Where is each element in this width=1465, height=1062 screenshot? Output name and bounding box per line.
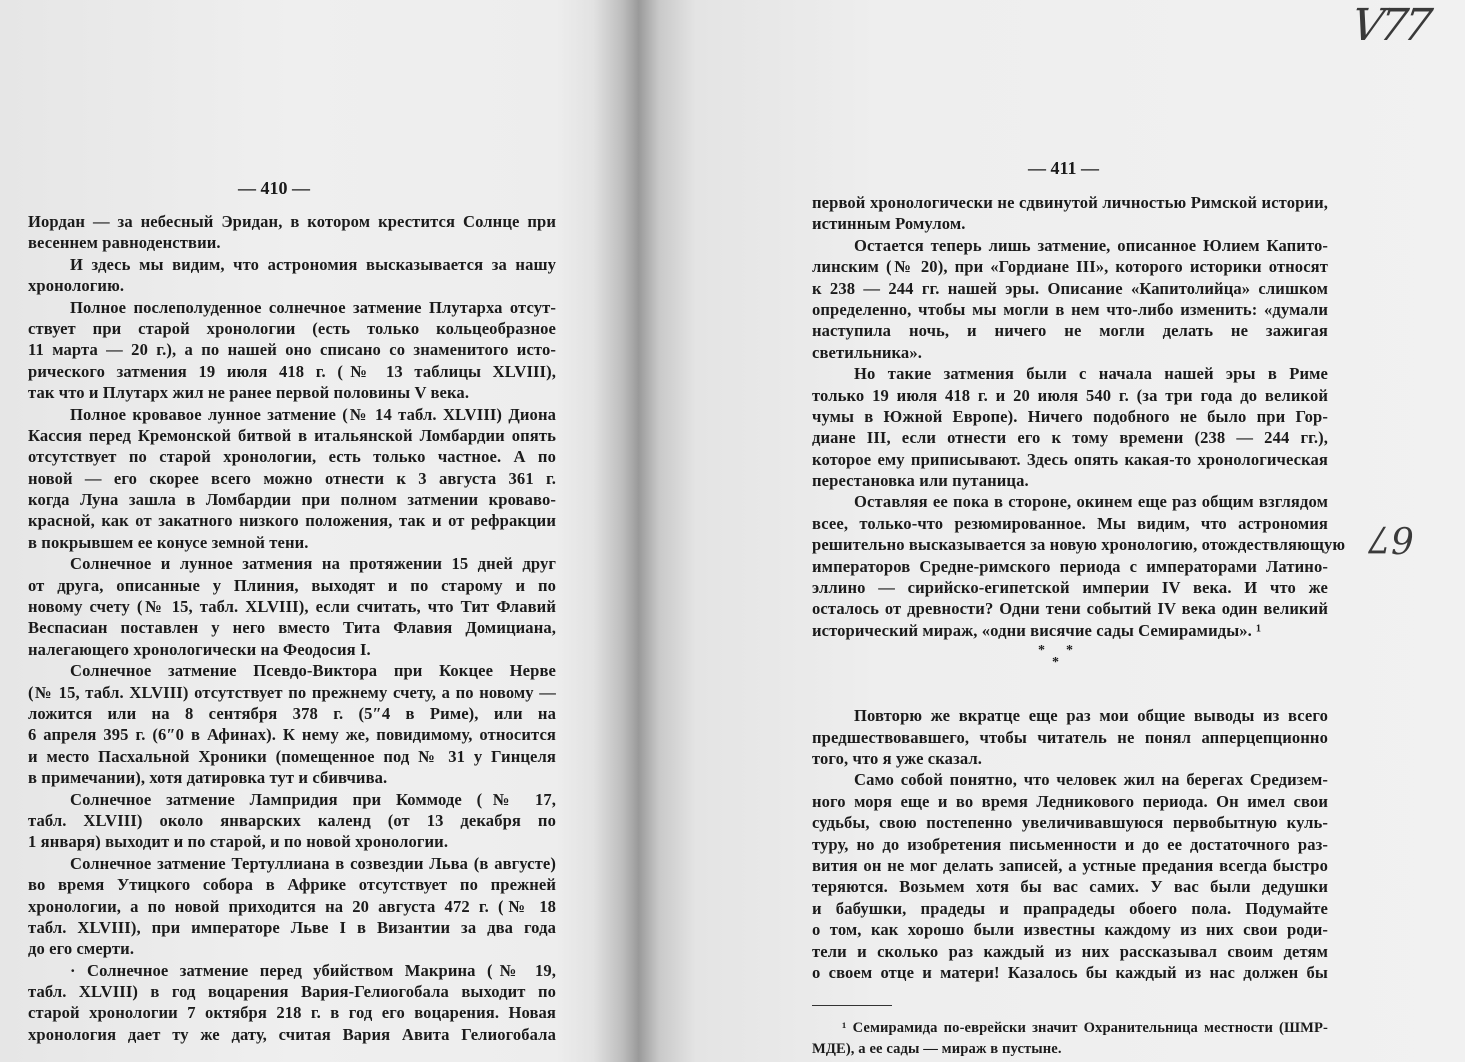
separator-asterisk: * [1066,643,1073,659]
text-line: новой — его скорее всего можно отнести к 3 августа 361 г. [28,468,556,488]
footnote-line: МДЕ), а ее сады — мираж в пустыне. [812,1041,1062,1058]
paragraph [28,660,556,788]
paragraph [28,211,556,254]
text-line: хронологии, а по новой приходится на 20 августа 472 г. (№ 18 [28,896,556,916]
text-line: весеннем равноденствии. [28,233,221,253]
text-line: судьбы, свою постепенно увеличивавшуюся первобытную куль- [812,813,1328,833]
paragraph [812,363,1328,491]
text-line: 1 января) выходит и по старой, и по новой хронологии. [28,832,449,852]
text-line: в покрывшем ее конусе земной тени. [28,532,309,552]
text-line: красной, как от закатного низкого положения, так и от рефракции [28,511,556,531]
paragraph [812,235,1328,363]
text-line: Солнечное затмение Псевдо-Виктора при Кокцее Нерве [70,661,556,681]
text-line: до его смерти. [28,939,135,959]
text-line: исторический мираж, «одни висячие сады Семирамиды». ¹ [812,620,1262,640]
text-line: И здесь мы видим, что астрономия высказывается за нашу [70,254,556,274]
text-line: Солнечное затмение Лампридия при Коммоде (№ 17, [70,789,556,809]
text-line: новому счету (№ 15, табл. XLVIII), если считать, что Тит Флавий [28,597,556,617]
text-line: когда Луна зашла в Ломбардии при полном затмении кроваво- [28,490,556,510]
text-line: Полное кровавое лунное затмение (№ 14 табл. XLVIII) Диона [70,404,556,424]
text-line: · Солнечное затмение перед убийством Макрина (№ 19, [70,960,556,980]
footnote-rule [812,1005,892,1006]
text-line: светильника». [812,342,922,362]
text-line: Веспасиан поставлен у него вместо Тита Флавия Домициана, [28,618,556,638]
text-line: предшествовавшего, чтобы читатель не понял апперцепционно [812,727,1328,747]
text-line: наступила ночь, и ничего не могли делать не зажигая [812,321,1328,341]
text-line: Иордан — за небесный Эридан, в котором крестится Солнце при [28,212,556,231]
paragraph [812,192,1328,235]
right-page-body [812,192,1346,1060]
text-line: истинным Ромулом. [812,214,966,234]
text-line: императоров Средне-римского периода с императорами Латино- [812,556,1328,576]
text-line: о своем отце и матери! Казалось бы каждый из нас должен бы [812,962,1328,982]
text-line: так что и Плутарх жил не ранее первой половины V века. [28,383,470,403]
text-line: чумы в Южной Европе). Ничего подобного не было при Гор- [812,406,1328,426]
handwritten-note-margin: 67 [1368,518,1414,559]
paragraph [28,789,556,853]
text-line: отсутствует по старой хронологии, есть только частное. А по [28,447,556,467]
text-line: и место Пасхальной Хроники (помещенное под № 31 у Гинцеля [28,746,556,766]
section-separator [812,641,1328,705]
text-line: которое ему приписывают. Здесь опять какая-то хронологическая [812,449,1328,469]
text-line: ствует при старой хронологии (есть только кольцеобразное [28,318,556,338]
text-line: определенно, чтобы мы могли в нем что-либо изменить: «думали [812,299,1328,319]
paragraph [28,853,556,960]
text-line: Остается теперь лишь затмение, описанное Юлием Капито- [854,235,1328,255]
text-line: осталось от древности? Одни тени событий IV века один великий [812,599,1328,619]
text-line: вития он не мог делать записей, а устные предания всегда быстро [812,855,1328,875]
text-line: в примечании), хотя датировка тут и сбивчива. [28,768,388,788]
text-line: ложится или на 8 сентября 378 г. (5″4 в Риме), или на [28,703,556,723]
separator-asterisk: * [1052,655,1059,671]
left-page-body [28,211,556,1045]
text-line: только 19 июля 418 г. и 20 июля 540 г. (за три года до великой [812,385,1328,405]
text-line: Повторю же вкратце еще раз мои общие выводы из всего [854,706,1328,726]
page-number-right: — 411 — [1028,158,1100,178]
text-line: 6 апреля 395 г. (6″0 в Афинах). К нему же, повидимому, относится [28,725,556,745]
text-line: от друга, описанные у Плиния, выходят и по старому и по [28,575,556,595]
text-line: Солнечное и лунное затмения на протяжении 15 дней друг [70,554,556,574]
text-line: табл. XLVIII) в год воцарения Вария-Гелиогобала выходит по [28,982,556,1002]
text-line: Оставляя ее пока в стороне, окинем еще раз общим взглядом [854,492,1328,512]
text-line: табл. XLVIII), при императоре Льве I в Византии за два года [28,917,556,937]
text-line: хронология дает ту же дату, считая Вария Авита Гелиогобала [28,1024,556,1044]
page-number-left: — 410 — [238,178,310,198]
text-line: линским (№ 20), при «Гордиане III», которого историки относят [812,257,1328,277]
handwritten-note-top: V77 [1348,0,1432,51]
text-line: к 238 — 244 гг. нашей эры. Описание «Капитолийца» слишком [812,278,1328,298]
paragraph [812,769,1328,983]
paragraph [28,404,556,554]
text-line: 11 марта — 20 г.), а по нашей оно списано со знаменитого исто- [28,340,556,360]
text-line: старой хронологии 7 октября 218 г. в год его воцарения. Новая [28,1003,556,1023]
footnote-line: ¹ Семирамида по-еврейски значит Охранительница местности (ШМР- [842,1020,1328,1037]
text-line: Полное послеполуденное солнечное затмение Плутарха отсут- [70,297,556,317]
text-line: первой хронологически не сдвинутой личностью Римской истории, [812,193,1328,212]
text-line: тели и сколько раз каждый из них рассказывал своим детям [812,941,1328,961]
text-line: Само собой понятно, что человек жил на берегах Средизем- [854,770,1328,790]
text-line: во время Утицкого собора в Африке отсутствует по прежней [28,875,556,895]
paragraph [28,297,556,404]
text-line: туру, но до изобретения письменности и до ее достаточного раз- [812,834,1328,854]
text-line: Кассия перед Кремонской битвой в итальянской Ломбардии опять [28,425,556,445]
paragraph [28,960,556,1046]
paragraph [812,491,1346,641]
text-line: рического затмения 19 июля 418 г. (№ 13 таблицы XLVIII), [28,361,556,381]
text-line: табл. XLVIII) около январских календ (от 13 декабря по [28,810,556,830]
text-line: хронологию. [28,276,125,296]
text-line: Но такие затмения были с начала нашей эры в Риме [854,364,1328,384]
text-line: о том, как хорошо были известны каждому из них свои роди- [812,920,1328,940]
paragraph [28,553,556,660]
text-line: ного моря еще и во время Ледникового периода. Он имел свои [812,791,1328,811]
paragraph [812,705,1328,769]
text-line: того, что я уже сказал. [812,748,983,768]
text-line: теряются. Возьмем хотя бы вас самих. У вас были дедушки [812,877,1328,897]
text-line: и бабушки, прадеды и прапрадеды обоего пола. Подумайте [812,898,1328,918]
text-line: Солнечное затмение Тертуллиана в созвездии Льва (в августе) [70,853,556,873]
text-line: всее, только-что резюмированное. Мы видим, что астрономия [812,513,1328,533]
text-line: налегающего хронологически на Феодосия I. [28,639,371,659]
text-line: решительно высказывается за новую хронологию, отождествляющую [812,535,1346,555]
text-line: перестановка или путаница. [812,471,1029,491]
text-line: диане III, если отнести его к тому времени (238 — 244 гг.), [812,428,1328,448]
separator-asterisk: * [1038,643,1045,659]
text-line: (№ 15, табл. XLVIII) отсутствует по прежнему счету, а по новому — [28,682,556,702]
paragraph [28,254,556,297]
text-line: эллино — сирийско-египетской империи IV века. И что же [812,578,1328,598]
footnote [812,1018,1328,1060]
